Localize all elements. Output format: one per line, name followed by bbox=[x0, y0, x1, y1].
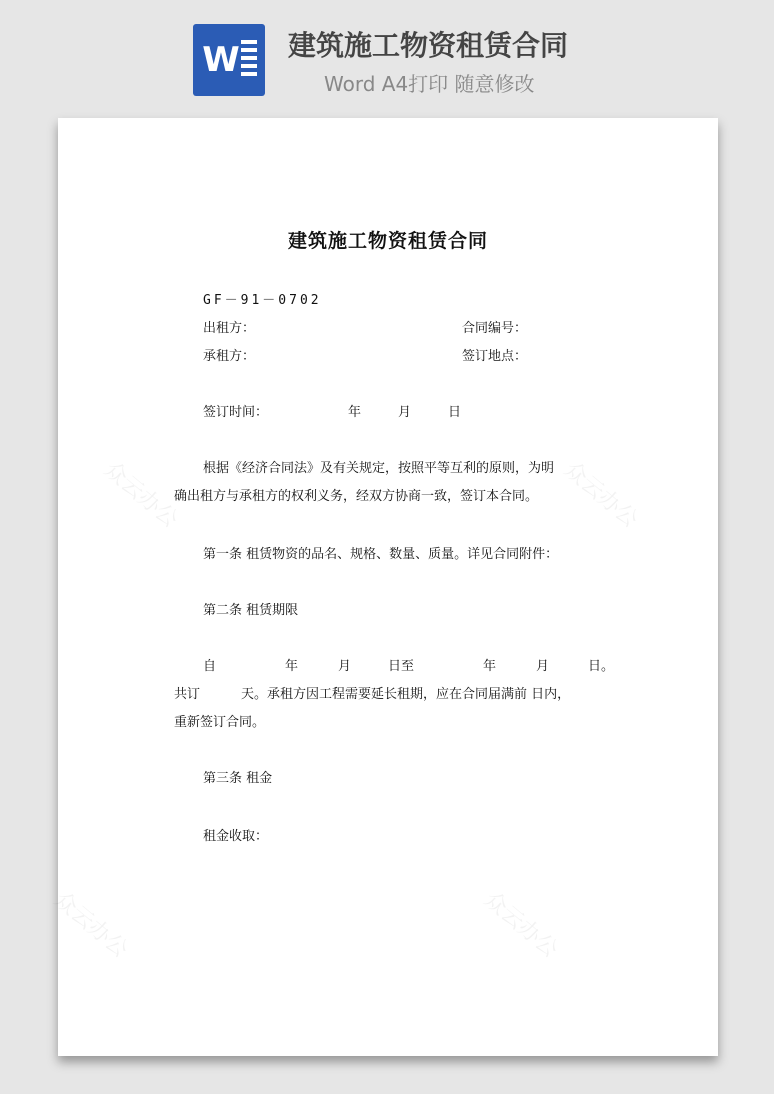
sign-place-label: 签订地点： bbox=[462, 349, 528, 364]
lessee-label: 承租方： bbox=[203, 349, 256, 364]
document-title: 建筑施工物资租赁合同 bbox=[287, 230, 488, 252]
article-2-heading: 第二条 租赁期限 bbox=[203, 603, 299, 618]
lessor-label: 出租方： bbox=[203, 321, 256, 336]
preamble-line-2: 确出租方与承租方的权利义务，经双方协商一致，签订本合同。 bbox=[174, 489, 539, 504]
preamble-line-1: 根据《经济合同法》及有关规定，按照平等互利的原则，为明 bbox=[203, 461, 555, 476]
term-end-day: 日。 bbox=[588, 659, 615, 674]
preview-header bbox=[0, 0, 774, 110]
document-page bbox=[48, 118, 718, 1056]
term-start-year: 年 bbox=[285, 659, 299, 674]
contract-code: GF－91－0702 bbox=[203, 293, 322, 308]
watermark: 众云办公 bbox=[98, 457, 183, 533]
watermark: 众云办公 bbox=[478, 887, 563, 963]
term-extension-text: 天。承租方因工程需要延长租期，应在合同届满前 日内， bbox=[241, 687, 571, 702]
term-start-day-to: 日至 bbox=[388, 659, 415, 674]
term-end-month: 月 bbox=[536, 659, 550, 674]
term-from: 自 bbox=[203, 659, 217, 674]
contract-number-label: 合同编号： bbox=[462, 321, 528, 336]
word-icon-letter: W bbox=[202, 40, 240, 80]
sign-day: 日 bbox=[448, 405, 462, 420]
article-3-heading: 第三条 租金 bbox=[203, 771, 273, 786]
header-title: 建筑施工物资租赁合同 bbox=[288, 29, 569, 62]
word-document-icon bbox=[193, 24, 265, 96]
term-total-prefix: 共订 bbox=[174, 687, 201, 702]
sign-month: 月 bbox=[398, 405, 412, 420]
header-subtitle: Word A4打印 随意修改 bbox=[324, 72, 535, 96]
term-end-year: 年 bbox=[483, 659, 497, 674]
word-icon-lines bbox=[241, 40, 257, 80]
watermark: 众云办公 bbox=[558, 457, 643, 533]
rent-collection-label: 租金收取： bbox=[203, 829, 269, 844]
sign-year: 年 bbox=[348, 405, 362, 420]
article-1: 第一条 租赁物资的品名、规格、数量、质量。详见合同附件： bbox=[203, 547, 559, 562]
watermark: 众云办公 bbox=[48, 887, 133, 963]
term-start-month: 月 bbox=[338, 659, 352, 674]
sign-time-label: 签订时间： bbox=[203, 405, 269, 420]
term-renew-text: 重新签订合同。 bbox=[174, 715, 266, 730]
